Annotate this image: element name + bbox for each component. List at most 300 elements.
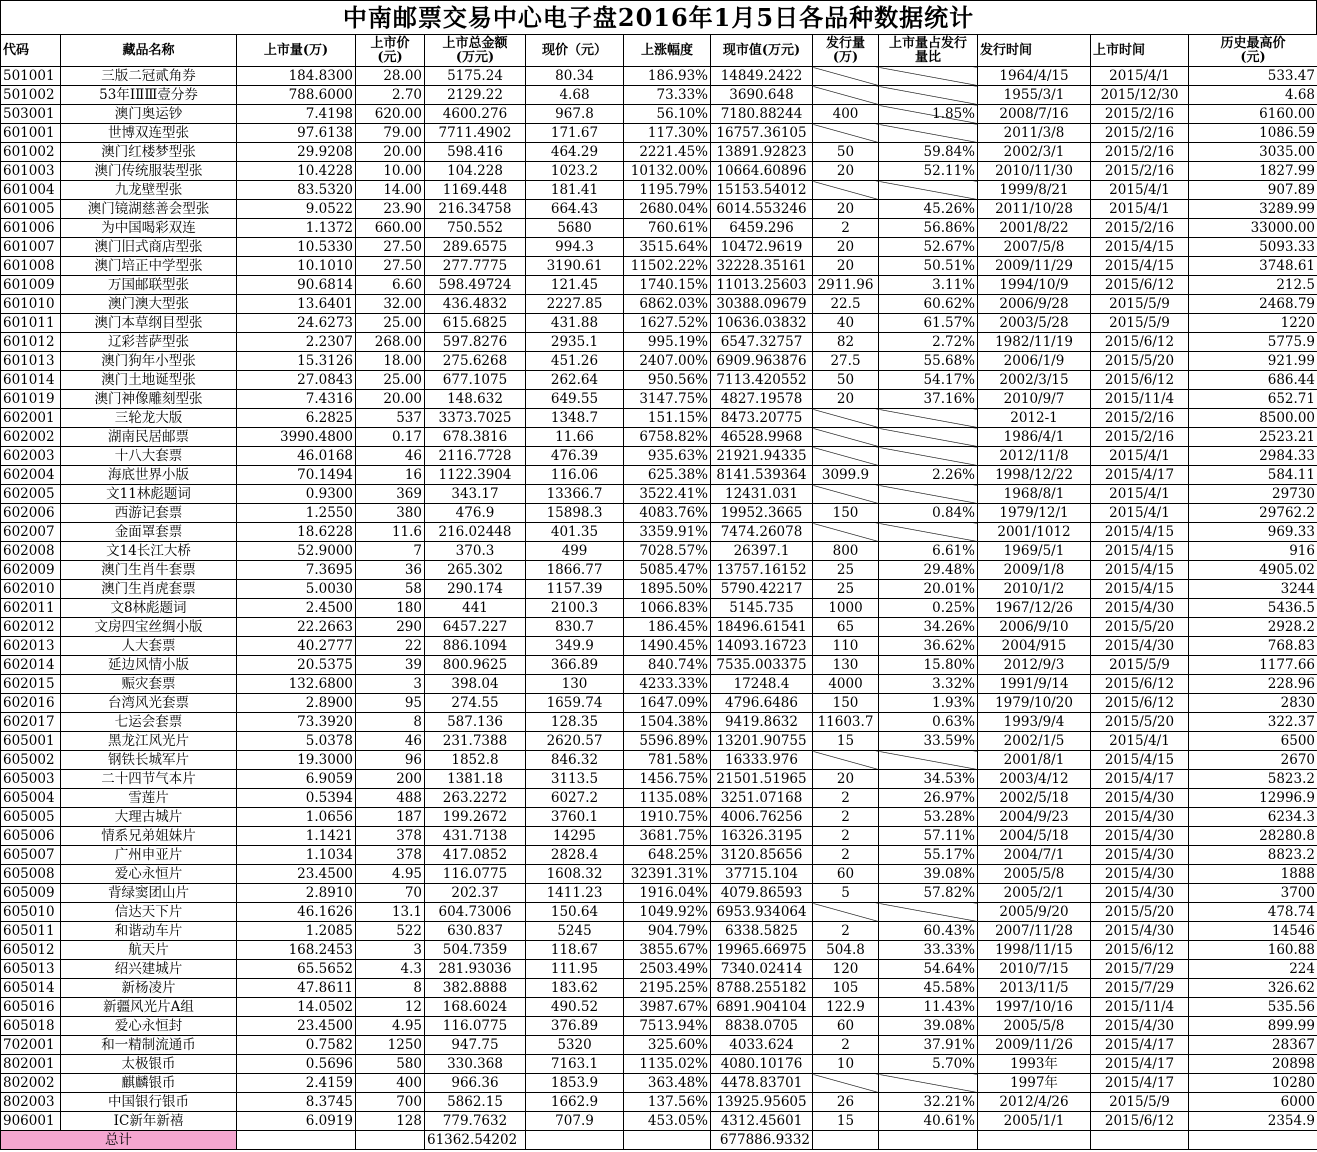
cell-listed-qty[interactable]: 7.4316: [237, 390, 356, 409]
col-header-current-price[interactable]: 现价（元）: [526, 35, 624, 67]
total-empty-cell[interactable]: [1091, 1131, 1189, 1150]
cell-issue-date[interactable]: 1955/3/1: [978, 86, 1091, 105]
cell-current-price[interactable]: 262.64: [526, 371, 624, 390]
col-header-listed-amount[interactable]: 上市总金额 (万元): [425, 35, 526, 67]
cell-history-high[interactable]: 6160.00: [1189, 105, 1317, 124]
cell-listed-price[interactable]: 70: [356, 884, 425, 903]
cell-current-price[interactable]: 7163.1: [526, 1055, 624, 1074]
col-header-listed-qty[interactable]: 上市量(万): [237, 35, 356, 67]
cell-ratio[interactable]: 37.16%: [879, 390, 978, 409]
cell-listed-amount[interactable]: 615.6825: [425, 314, 526, 333]
cell-list-date[interactable]: 2015/5/9: [1091, 656, 1189, 675]
cell-code[interactable]: 601007: [1, 238, 61, 257]
cell-issue-qty[interactable]: 2: [813, 827, 879, 846]
cell-current-price[interactable]: 2620.57: [526, 732, 624, 751]
cell-market-value[interactable]: 16333.976: [711, 751, 813, 770]
cell-listed-price[interactable]: 96: [356, 751, 425, 770]
cell-name[interactable]: IC新年新禧: [61, 1112, 237, 1131]
cell-listed-price[interactable]: 10.00: [356, 162, 425, 181]
cell-listed-amount[interactable]: 779.7632: [425, 1112, 526, 1131]
cell-listed-qty[interactable]: 1.1034: [237, 846, 356, 865]
cell-listed-amount[interactable]: 281.93036: [425, 960, 526, 979]
cell-ratio[interactable]: 26.97%: [879, 789, 978, 808]
cell-issue-qty[interactable]: 60: [813, 1017, 879, 1036]
cell-current-price[interactable]: 5680: [526, 219, 624, 238]
cell-name[interactable]: 文8林彪题词: [61, 599, 237, 618]
cell-name[interactable]: 二十四节气本片: [61, 770, 237, 789]
cell-increase[interactable]: 453.05%: [624, 1112, 711, 1131]
cell-listed-price[interactable]: 580: [356, 1055, 425, 1074]
cell-current-price[interactable]: 376.89: [526, 1017, 624, 1036]
cell-listed-amount[interactable]: 630.837: [425, 922, 526, 941]
cell-current-price[interactable]: 846.32: [526, 751, 624, 770]
cell-current-price[interactable]: 1411.23: [526, 884, 624, 903]
cell-list-date[interactable]: 2015/6/12: [1091, 941, 1189, 960]
cell-history-high[interactable]: 2928.2: [1189, 618, 1317, 637]
cell-issue-date[interactable]: 1979/12/1: [978, 504, 1091, 523]
cell-increase[interactable]: 3359.91%: [624, 523, 711, 542]
total-empty-cell[interactable]: [624, 1131, 711, 1150]
cell-listed-qty[interactable]: 52.9000: [237, 542, 356, 561]
cell-issue-qty[interactable]: 400: [813, 105, 879, 124]
cell-listed-price[interactable]: 18.00: [356, 352, 425, 371]
cell-issue-qty[interactable]: 15: [813, 732, 879, 751]
cell-issue-qty[interactable]: 1000: [813, 599, 879, 618]
cell-issue-qty[interactable]: 2: [813, 1036, 879, 1055]
cell-listed-qty[interactable]: 1.0656: [237, 808, 356, 827]
cell-ratio[interactable]: 39.08%: [879, 1017, 978, 1036]
cell-current-price[interactable]: 1659.74: [526, 694, 624, 713]
cell-market-value[interactable]: 3251.07168: [711, 789, 813, 808]
col-header-list-date[interactable]: 上市时间: [1091, 35, 1189, 67]
cell-issue-qty[interactable]: 20: [813, 257, 879, 276]
cell-list-date[interactable]: 2015/4/1: [1091, 447, 1189, 466]
cell-issue-qty[interactable]: 130: [813, 656, 879, 675]
cell-issue-date[interactable]: 2004/5/18: [978, 827, 1091, 846]
cell-issue-qty[interactable]: 40: [813, 314, 879, 333]
total-empty-cell[interactable]: [356, 1131, 425, 1150]
cell-increase[interactable]: 73.33%: [624, 86, 711, 105]
cell-issue-date[interactable]: 2013/11/5: [978, 979, 1091, 998]
cell-listed-price[interactable]: 25.00: [356, 371, 425, 390]
cell-issue-qty[interactable]: [813, 751, 879, 770]
cell-history-high[interactable]: 326.62: [1189, 979, 1317, 998]
col-header-ratio[interactable]: 上市量占发行 量比: [879, 35, 978, 67]
cell-listed-price[interactable]: 27.50: [356, 257, 425, 276]
cell-listed-price[interactable]: 2.70: [356, 86, 425, 105]
cell-issue-date[interactable]: 2002/1/5: [978, 732, 1091, 751]
cell-code[interactable]: 802002: [1, 1074, 61, 1093]
cell-issue-date[interactable]: 2011/10/28: [978, 200, 1091, 219]
cell-listed-qty[interactable]: 19.3000: [237, 751, 356, 770]
cell-listed-qty[interactable]: 788.6000: [237, 86, 356, 105]
cell-listed-price[interactable]: 3: [356, 675, 425, 694]
cell-current-price[interactable]: 13366.7: [526, 485, 624, 504]
cell-issue-qty[interactable]: 50: [813, 143, 879, 162]
cell-listed-amount[interactable]: 277.7775: [425, 257, 526, 276]
cell-list-date[interactable]: 2015/4/30: [1091, 884, 1189, 903]
cell-market-value[interactable]: 6891.904104: [711, 998, 813, 1017]
cell-listed-qty[interactable]: 3990.4800: [237, 428, 356, 447]
cell-issue-date[interactable]: 2005/5/8: [978, 1017, 1091, 1036]
col-header-issue-date[interactable]: 发行时间: [978, 35, 1091, 67]
cell-ratio[interactable]: 52.67%: [879, 238, 978, 257]
cell-history-high[interactable]: 29730: [1189, 485, 1317, 504]
cell-code[interactable]: 601004: [1, 181, 61, 200]
cell-issue-qty[interactable]: [813, 86, 879, 105]
cell-listed-amount[interactable]: 3373.7025: [425, 409, 526, 428]
cell-current-price[interactable]: 121.45: [526, 276, 624, 295]
cell-history-high[interactable]: 224: [1189, 960, 1317, 979]
cell-increase[interactable]: 781.58%: [624, 751, 711, 770]
cell-market-value[interactable]: 32228.35161: [711, 257, 813, 276]
cell-ratio[interactable]: [879, 409, 978, 428]
cell-market-value[interactable]: 3120.85656: [711, 846, 813, 865]
cell-listed-qty[interactable]: 18.6228: [237, 523, 356, 542]
cell-listed-price[interactable]: 369: [356, 485, 425, 504]
cell-list-date[interactable]: 2015/4/1: [1091, 504, 1189, 523]
cell-ratio[interactable]: 34.53%: [879, 770, 978, 789]
cell-ratio[interactable]: 59.84%: [879, 143, 978, 162]
cell-ratio[interactable]: 0.63%: [879, 713, 978, 732]
cell-listed-amount[interactable]: 678.3816: [425, 428, 526, 447]
cell-listed-amount[interactable]: 216.34758: [425, 200, 526, 219]
cell-ratio[interactable]: 37.91%: [879, 1036, 978, 1055]
cell-market-value[interactable]: 21501.51965: [711, 770, 813, 789]
cell-list-date[interactable]: 2015/4/30: [1091, 789, 1189, 808]
cell-increase[interactable]: 995.19%: [624, 333, 711, 352]
cell-listed-amount[interactable]: 417.0852: [425, 846, 526, 865]
cell-current-price[interactable]: 499: [526, 542, 624, 561]
cell-name[interactable]: 53年ⅠⅡⅢ壹分券: [61, 86, 237, 105]
cell-name[interactable]: 大理古城片: [61, 808, 237, 827]
cell-code[interactable]: 602010: [1, 580, 61, 599]
cell-current-price[interactable]: 2227.85: [526, 295, 624, 314]
cell-history-high[interactable]: 2354.9: [1189, 1112, 1317, 1131]
cell-ratio[interactable]: 50.51%: [879, 257, 978, 276]
cell-listed-qty[interactable]: 65.5652: [237, 960, 356, 979]
cell-list-date[interactable]: 2015/7/29: [1091, 960, 1189, 979]
cell-market-value[interactable]: 5145.735: [711, 599, 813, 618]
cell-increase[interactable]: 1066.83%: [624, 599, 711, 618]
cell-market-value[interactable]: 13891.92823: [711, 143, 813, 162]
cell-increase[interactable]: 904.79%: [624, 922, 711, 941]
cell-market-value[interactable]: 6459.296: [711, 219, 813, 238]
cell-listed-qty[interactable]: 6.0919: [237, 1112, 356, 1131]
cell-code[interactable]: 605003: [1, 770, 61, 789]
cell-listed-qty[interactable]: 73.3920: [237, 713, 356, 732]
cell-market-value[interactable]: 10636.03832: [711, 314, 813, 333]
cell-history-high[interactable]: 33000.00: [1189, 219, 1317, 238]
cell-current-price[interactable]: 6027.2: [526, 789, 624, 808]
cell-market-value[interactable]: 5790.42217: [711, 580, 813, 599]
cell-name[interactable]: 西游记套票: [61, 504, 237, 523]
cell-code[interactable]: 601019: [1, 390, 61, 409]
cell-listed-qty[interactable]: 15.3126: [237, 352, 356, 371]
cell-name[interactable]: 为中国喝彩双连: [61, 219, 237, 238]
cell-issue-qty[interactable]: 11603.7: [813, 713, 879, 732]
cell-listed-price[interactable]: 46: [356, 732, 425, 751]
cell-increase[interactable]: 1647.09%: [624, 694, 711, 713]
cell-name[interactable]: 十八大套票: [61, 447, 237, 466]
cell-listed-price[interactable]: 128: [356, 1112, 425, 1131]
total-label[interactable]: 总计: [1, 1131, 237, 1150]
cell-listed-price[interactable]: 6.60: [356, 276, 425, 295]
cell-listed-amount[interactable]: 216.02448: [425, 523, 526, 542]
cell-listed-qty[interactable]: 2.8910: [237, 884, 356, 903]
cell-listed-qty[interactable]: 8.3745: [237, 1093, 356, 1112]
cell-history-high[interactable]: 5093.33: [1189, 238, 1317, 257]
cell-current-price[interactable]: 464.29: [526, 143, 624, 162]
cell-issue-qty[interactable]: 150: [813, 504, 879, 523]
cell-code[interactable]: 602014: [1, 656, 61, 675]
cell-name[interactable]: 澳门奥运钞: [61, 105, 237, 124]
cell-history-high[interactable]: 3035.00: [1189, 143, 1317, 162]
cell-listed-amount[interactable]: 431.7138: [425, 827, 526, 846]
col-header-name[interactable]: 藏品名称: [61, 35, 237, 67]
cell-current-price[interactable]: 1348.7: [526, 409, 624, 428]
cell-ratio[interactable]: [879, 181, 978, 200]
cell-issue-date[interactable]: 2010/7/15: [978, 960, 1091, 979]
cell-current-price[interactable]: 181.41: [526, 181, 624, 200]
cell-ratio[interactable]: [879, 124, 978, 143]
cell-list-date[interactable]: 2015/2/16: [1091, 162, 1189, 181]
cell-current-price[interactable]: 2828.4: [526, 846, 624, 865]
cell-ratio[interactable]: 3.32%: [879, 675, 978, 694]
cell-current-price[interactable]: 366.89: [526, 656, 624, 675]
total-empty-cell[interactable]: [1189, 1131, 1317, 1150]
cell-issue-date[interactable]: 1969/5/1: [978, 542, 1091, 561]
cell-name[interactable]: 金面罩套票: [61, 523, 237, 542]
cell-listed-amount[interactable]: 1381.18: [425, 770, 526, 789]
cell-issue-date[interactable]: 2009/11/29: [978, 257, 1091, 276]
cell-ratio[interactable]: [879, 67, 978, 86]
cell-increase[interactable]: 935.63%: [624, 447, 711, 466]
cell-market-value[interactable]: 16326.3195: [711, 827, 813, 846]
cell-code[interactable]: 602015: [1, 675, 61, 694]
cell-current-price[interactable]: 3113.5: [526, 770, 624, 789]
cell-code[interactable]: 602013: [1, 637, 61, 656]
cell-issue-date[interactable]: 2009/11/26: [978, 1036, 1091, 1055]
cell-market-value[interactable]: 11013.25603: [711, 276, 813, 295]
cell-history-high[interactable]: 6234.3: [1189, 808, 1317, 827]
cell-current-price[interactable]: 1023.2: [526, 162, 624, 181]
cell-listed-qty[interactable]: 46.0168: [237, 447, 356, 466]
cell-listed-price[interactable]: 200: [356, 770, 425, 789]
cell-history-high[interactable]: 8823.2: [1189, 846, 1317, 865]
cell-current-price[interactable]: 649.55: [526, 390, 624, 409]
cell-listed-amount[interactable]: 7711.4902: [425, 124, 526, 143]
cell-ratio[interactable]: [879, 428, 978, 447]
cell-market-value[interactable]: 3690.648: [711, 86, 813, 105]
cell-issue-date[interactable]: 1994/10/9: [978, 276, 1091, 295]
cell-list-date[interactable]: 2015/2/16: [1091, 105, 1189, 124]
cell-list-date[interactable]: 2015/6/12: [1091, 675, 1189, 694]
cell-list-date[interactable]: 2015/4/30: [1091, 827, 1189, 846]
cell-ratio[interactable]: 1.85%: [879, 105, 978, 124]
cell-listed-qty[interactable]: 2.4500: [237, 599, 356, 618]
cell-increase[interactable]: 151.15%: [624, 409, 711, 428]
cell-list-date[interactable]: 2015/5/20: [1091, 352, 1189, 371]
cell-market-value[interactable]: 6338.5825: [711, 922, 813, 941]
cell-name[interactable]: 广州申亚片: [61, 846, 237, 865]
cell-name[interactable]: 情系兄弟姐妹片: [61, 827, 237, 846]
cell-issue-date[interactable]: 2001/1012: [978, 523, 1091, 542]
cell-code[interactable]: 605004: [1, 789, 61, 808]
cell-code[interactable]: 602002: [1, 428, 61, 447]
cell-increase[interactable]: 950.56%: [624, 371, 711, 390]
cell-code[interactable]: 601009: [1, 276, 61, 295]
cell-name[interactable]: 黑龙江风光片: [61, 732, 237, 751]
cell-issue-qty[interactable]: [813, 523, 879, 542]
cell-increase[interactable]: 2195.25%: [624, 979, 711, 998]
cell-listed-amount[interactable]: 275.6268: [425, 352, 526, 371]
cell-increase[interactable]: 3987.67%: [624, 998, 711, 1017]
cell-issue-qty[interactable]: 2: [813, 846, 879, 865]
cell-issue-date[interactable]: 2002/3/1: [978, 143, 1091, 162]
total-empty-cell[interactable]: [813, 1131, 879, 1150]
cell-history-high[interactable]: 916: [1189, 542, 1317, 561]
cell-code[interactable]: 602017: [1, 713, 61, 732]
cell-issue-date[interactable]: 2007/5/8: [978, 238, 1091, 257]
cell-issue-qty[interactable]: 110: [813, 637, 879, 656]
cell-listed-qty[interactable]: 1.1372: [237, 219, 356, 238]
cell-history-high[interactable]: 686.44: [1189, 371, 1317, 390]
cell-issue-date[interactable]: 2012/11/8: [978, 447, 1091, 466]
cell-name[interactable]: 文11林彪题词: [61, 485, 237, 504]
cell-current-price[interactable]: 476.39: [526, 447, 624, 466]
cell-name[interactable]: 澳门生肖牛套票: [61, 561, 237, 580]
cell-listed-qty[interactable]: 1.2550: [237, 504, 356, 523]
cell-name[interactable]: 太极银币: [61, 1055, 237, 1074]
cell-listed-amount[interactable]: 168.6024: [425, 998, 526, 1017]
cell-market-value[interactable]: 46528.9968: [711, 428, 813, 447]
cell-market-value[interactable]: 4080.10176: [711, 1055, 813, 1074]
cell-listed-qty[interactable]: 10.5330: [237, 238, 356, 257]
total-market-value[interactable]: 677886.9332: [711, 1131, 813, 1150]
cell-current-price[interactable]: 967.8: [526, 105, 624, 124]
cell-ratio[interactable]: 40.61%: [879, 1112, 978, 1131]
cell-increase[interactable]: 1049.92%: [624, 903, 711, 922]
cell-issue-date[interactable]: 2006/9/28: [978, 295, 1091, 314]
cell-listed-qty[interactable]: 23.4500: [237, 1017, 356, 1036]
cell-list-date[interactable]: 2015/4/1: [1091, 732, 1189, 751]
cell-ratio[interactable]: 60.43%: [879, 922, 978, 941]
cell-history-high[interactable]: 1888: [1189, 865, 1317, 884]
cell-increase[interactable]: 1195.79%: [624, 181, 711, 200]
cell-ratio[interactable]: [879, 523, 978, 542]
cell-current-price[interactable]: 401.35: [526, 523, 624, 542]
cell-listed-amount[interactable]: 598.416: [425, 143, 526, 162]
cell-issue-date[interactable]: 1998/12/22: [978, 466, 1091, 485]
cell-list-date[interactable]: 2015/4/17: [1091, 466, 1189, 485]
total-empty-cell[interactable]: [526, 1131, 624, 1150]
cell-listed-price[interactable]: 522: [356, 922, 425, 941]
cell-issue-date[interactable]: 2012-1: [978, 409, 1091, 428]
cell-increase[interactable]: 6862.03%: [624, 295, 711, 314]
cell-listed-price[interactable]: 79.00: [356, 124, 425, 143]
cell-history-high[interactable]: 28280.8: [1189, 827, 1317, 846]
cell-current-price[interactable]: 2935.1: [526, 333, 624, 352]
cell-issue-date[interactable]: 2010/11/30: [978, 162, 1091, 181]
cell-market-value[interactable]: 21921.94335: [711, 447, 813, 466]
cell-current-price[interactable]: 490.52: [526, 998, 624, 1017]
cell-listed-price[interactable]: 11.6: [356, 523, 425, 542]
cell-listed-qty[interactable]: 2.2307: [237, 333, 356, 352]
cell-listed-amount[interactable]: 199.2672: [425, 808, 526, 827]
cell-history-high[interactable]: 6500: [1189, 732, 1317, 751]
cell-current-price[interactable]: 451.26: [526, 352, 624, 371]
cell-issue-qty[interactable]: 25: [813, 580, 879, 599]
cell-listed-price[interactable]: 16: [356, 466, 425, 485]
cell-increase[interactable]: 648.25%: [624, 846, 711, 865]
cell-listed-amount[interactable]: 604.73006: [425, 903, 526, 922]
cell-history-high[interactable]: 2523.21: [1189, 428, 1317, 447]
cell-name[interactable]: 雪莲片: [61, 789, 237, 808]
cell-issue-date[interactable]: 2002/3/15: [978, 371, 1091, 390]
cell-code[interactable]: 601011: [1, 314, 61, 333]
cell-code[interactable]: 802003: [1, 1093, 61, 1112]
cell-market-value[interactable]: 7474.26078: [711, 523, 813, 542]
cell-issue-date[interactable]: 2006/9/10: [978, 618, 1091, 637]
cell-listed-qty[interactable]: 13.6401: [237, 295, 356, 314]
cell-issue-qty[interactable]: 82: [813, 333, 879, 352]
cell-market-value[interactable]: 16757.36105: [711, 124, 813, 143]
cell-list-date[interactable]: 2015/4/30: [1091, 922, 1189, 941]
cell-history-high[interactable]: 3748.61: [1189, 257, 1317, 276]
cell-issue-qty[interactable]: 122.9: [813, 998, 879, 1017]
cell-issue-date[interactable]: 2001/8/22: [978, 219, 1091, 238]
cell-list-date[interactable]: 2015/5/9: [1091, 295, 1189, 314]
cell-listed-price[interactable]: 378: [356, 846, 425, 865]
cell-history-high[interactable]: 768.83: [1189, 637, 1317, 656]
cell-listed-amount[interactable]: 289.6575: [425, 238, 526, 257]
cell-increase[interactable]: 2680.04%: [624, 200, 711, 219]
cell-history-high[interactable]: 1220: [1189, 314, 1317, 333]
cell-listed-amount[interactable]: 1169.448: [425, 181, 526, 200]
cell-ratio[interactable]: 36.62%: [879, 637, 978, 656]
cell-issue-date[interactable]: 2005/1/1: [978, 1112, 1091, 1131]
cell-listed-amount[interactable]: 5862.15: [425, 1093, 526, 1112]
cell-issue-date[interactable]: 2002/5/18: [978, 789, 1091, 808]
cell-code[interactable]: 602005: [1, 485, 61, 504]
cell-history-high[interactable]: 212.5: [1189, 276, 1317, 295]
cell-code[interactable]: 601010: [1, 295, 61, 314]
cell-history-high[interactable]: 28367: [1189, 1036, 1317, 1055]
cell-name[interactable]: 麒麟银币: [61, 1074, 237, 1093]
cell-ratio[interactable]: 45.26%: [879, 200, 978, 219]
cell-code[interactable]: 601012: [1, 333, 61, 352]
cell-ratio[interactable]: 61.57%: [879, 314, 978, 333]
cell-issue-qty[interactable]: 60: [813, 865, 879, 884]
cell-history-high[interactable]: 3289.99: [1189, 200, 1317, 219]
cell-code[interactable]: 602012: [1, 618, 61, 637]
cell-market-value[interactable]: 4478.83701: [711, 1074, 813, 1093]
cell-issue-qty[interactable]: 50: [813, 371, 879, 390]
cell-ratio[interactable]: [879, 903, 978, 922]
cell-code[interactable]: 602007: [1, 523, 61, 542]
cell-listed-qty[interactable]: 7.3695: [237, 561, 356, 580]
cell-listed-amount[interactable]: 343.17: [425, 485, 526, 504]
cell-ratio[interactable]: [879, 447, 978, 466]
cell-issue-qty[interactable]: 22.5: [813, 295, 879, 314]
cell-increase[interactable]: 363.48%: [624, 1074, 711, 1093]
cell-listed-amount[interactable]: 436.4832: [425, 295, 526, 314]
cell-increase[interactable]: 3515.64%: [624, 238, 711, 257]
cell-name[interactable]: 和一精制流通币: [61, 1036, 237, 1055]
cell-listed-price[interactable]: 13.1: [356, 903, 425, 922]
cell-ratio[interactable]: 32.21%: [879, 1093, 978, 1112]
